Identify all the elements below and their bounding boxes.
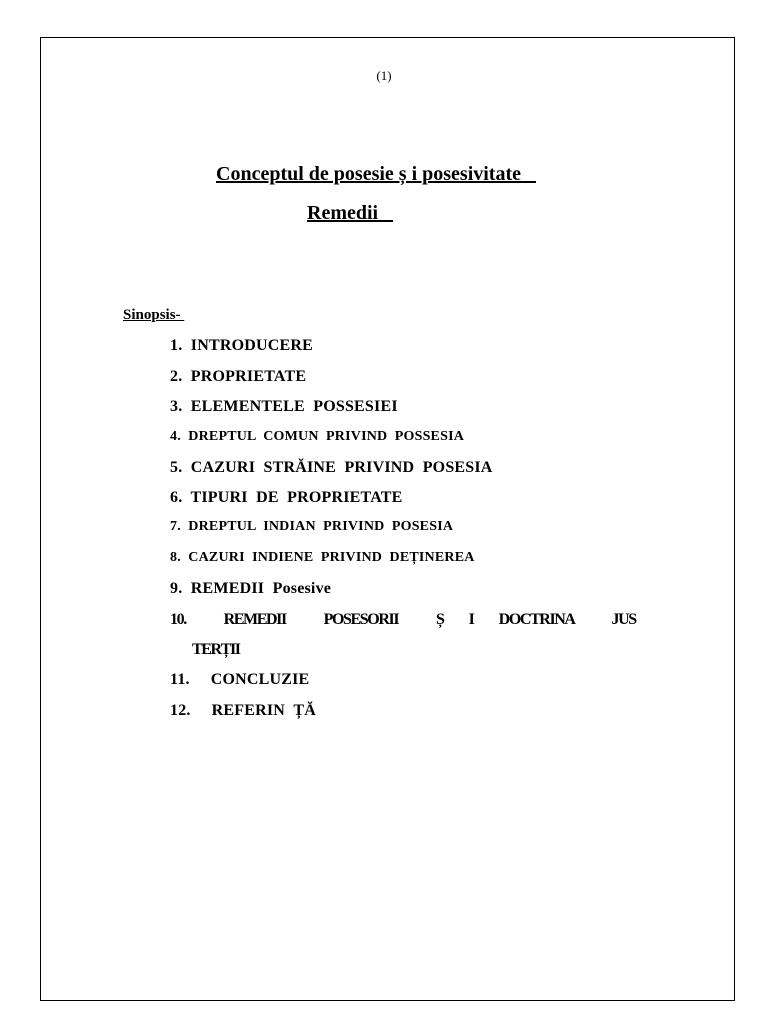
synopsis-label: Sinopsis- — [123, 307, 185, 323]
toc-item-dreptul-indian: 7. DREPTUL INDIAN PRIVIND POSESIA — [170, 519, 454, 534]
toc-item-tipuri-de-proprietate: 6. TIPURI DE PROPRIETATE — [170, 489, 403, 506]
toc-item-cazuri-straine: 5. CAZURI STRĂINE PRIVIND POSESIA — [170, 459, 493, 476]
toc-item-remedii-posesorii: 10. REMEDII POSESORII Ș I DOCTRINA JUS — [170, 611, 636, 628]
toc-item-referinta: 12. REFERIN ȚĂ — [170, 702, 317, 719]
toc-item-remedii-posesorii-continuation: TERȚII — [192, 641, 240, 658]
toc-item-concluzie: 11. CONCLUZIE — [170, 671, 310, 688]
toc-item-cazuri-indiene: 8. CAZURI INDIENE PRIVIND DEȚINEREA — [170, 550, 475, 565]
document-title: Conceptul de posesie ș i posesivitate — [216, 163, 536, 185]
page-number: (1) — [376, 68, 392, 83]
toc-item-elementele-possesiei: 3. ELEMENTELE POSSESIEI — [170, 398, 398, 415]
toc-item-remedii-posesive: 9. REMEDII Posesive — [170, 580, 332, 597]
toc-item-dreptul-comun: 4. DREPTUL COMUN PRIVIND POSSESIA — [170, 429, 465, 444]
document-subtitle: Remedii — [307, 202, 394, 224]
toc-item-introducere: 1. INTRODUCERE — [170, 337, 314, 354]
toc-item-proprietate: 2. PROPRIETATE — [170, 368, 307, 385]
